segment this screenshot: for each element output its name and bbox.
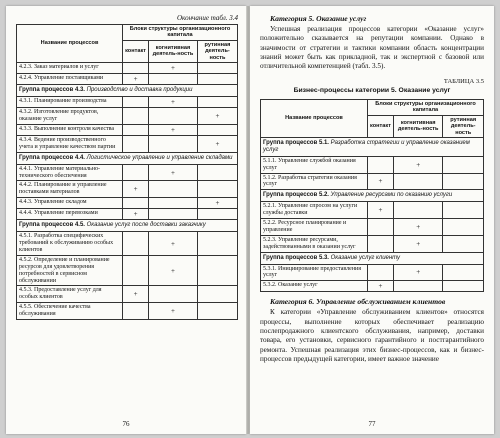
routine-mark bbox=[197, 303, 237, 320]
contact-mark bbox=[123, 255, 149, 286]
contact-mark bbox=[123, 198, 149, 209]
header-contact: контакт bbox=[123, 40, 149, 62]
cognitive-mark bbox=[393, 281, 442, 292]
table-row bbox=[17, 108, 238, 125]
contact-mark bbox=[123, 135, 149, 152]
contact-mark bbox=[123, 63, 149, 74]
process-table-right bbox=[260, 99, 484, 292]
contact-mark bbox=[123, 303, 149, 320]
process-name: 4.4.3. Управление складом bbox=[17, 198, 123, 209]
process-group-row bbox=[261, 190, 484, 202]
table-row bbox=[261, 281, 484, 292]
process-name: 4.5.2. Определение и планирование ресурсов для удовлетворения потребностей в сервисном обслуживании bbox=[17, 255, 123, 286]
table-row bbox=[17, 198, 238, 209]
process-group-title: Производство и доставка продукции bbox=[86, 87, 193, 94]
contact-mark bbox=[368, 156, 394, 173]
header-cognitive: когнитивная деятель-ность bbox=[393, 115, 442, 137]
header-routine: рутинная деятель-ность bbox=[197, 40, 237, 62]
process-name: 4.3.4. Ведение производственного учета и управление качеством партии bbox=[17, 135, 123, 152]
table-row bbox=[17, 181, 238, 198]
process-group-label bbox=[17, 220, 238, 232]
contact-mark: + bbox=[368, 173, 394, 190]
process-group-label bbox=[261, 252, 484, 264]
routine-mark bbox=[443, 264, 484, 281]
process-group-label bbox=[261, 190, 484, 202]
table-row bbox=[17, 63, 238, 74]
routine-mark bbox=[443, 235, 484, 252]
table-row bbox=[17, 255, 238, 286]
cognitive-mark: + bbox=[393, 156, 442, 173]
category-5-title: Категория 5. Оказание услуг bbox=[270, 14, 367, 23]
process-group-number: Группа процессов 5.3. bbox=[263, 254, 329, 261]
routine-mark: + bbox=[197, 198, 237, 209]
process-name: 5.1.2. Разработка стратегии оказания услуг bbox=[261, 173, 368, 190]
table-row bbox=[17, 124, 238, 135]
routine-mark bbox=[443, 156, 484, 173]
routine-mark bbox=[443, 281, 484, 292]
cognitive-mark: + bbox=[149, 164, 198, 181]
process-name: 4.2.3. Заказ материалов и услуг bbox=[17, 63, 123, 74]
process-group-number: Группа процессов 4.5. bbox=[19, 222, 85, 229]
routine-mark bbox=[443, 219, 484, 236]
process-group-number: Группа процессов 5.2. bbox=[263, 192, 329, 199]
routine-mark bbox=[197, 232, 237, 256]
process-group-number: Группа процессов 4.3. bbox=[19, 87, 85, 94]
table-row bbox=[17, 209, 238, 220]
routine-mark bbox=[197, 63, 237, 74]
routine-mark bbox=[197, 286, 237, 303]
table-title: Бизнес-процессы категории 5. Оказание услуг bbox=[293, 87, 451, 95]
process-name: 4.4.1. Управление материально-технического обеспечения bbox=[17, 164, 123, 181]
category-6-title: Категория 6. Управление обслуживанием клиентов bbox=[270, 297, 446, 307]
contact-mark bbox=[123, 124, 149, 135]
table-row bbox=[261, 219, 484, 236]
contact-mark: + bbox=[123, 181, 149, 198]
contact-mark: + bbox=[123, 209, 149, 220]
header-process-names: Название процессов bbox=[261, 99, 368, 137]
process-name: 4.3.1. Планирование производства bbox=[17, 97, 123, 108]
cognitive-mark bbox=[149, 181, 198, 198]
category-5-text: Успешная реализация процессов категории «Оказание услуг» положительно сказывается на репутации компании. Однако в значимости от стратегии и тактики компании область концентрации знаний может быть как прикладной, так и экспертной с базовой или отличительной компетенцией (табл. 3.5). bbox=[260, 24, 484, 71]
table-row bbox=[261, 264, 484, 281]
routine-mark: + bbox=[197, 108, 237, 125]
header-blocks: Блоки структуры организационного капитала bbox=[123, 25, 238, 41]
cognitive-mark bbox=[149, 198, 198, 209]
cognitive-mark: + bbox=[393, 264, 442, 281]
contact-mark bbox=[368, 219, 394, 236]
header-routine: рутинная деятель-ность bbox=[443, 115, 484, 137]
contact-mark: + bbox=[123, 286, 149, 303]
cognitive-mark bbox=[149, 209, 198, 220]
process-group-title: Разработка стратегии и управление оказанием услуг bbox=[263, 140, 470, 153]
table-row bbox=[17, 135, 238, 152]
process-group-row bbox=[17, 220, 238, 232]
routine-mark bbox=[197, 255, 237, 286]
process-group-title: Управление ресурсами по оказанию услуги bbox=[330, 192, 453, 199]
routine-mark bbox=[197, 97, 237, 108]
process-name: 4.4.2. Планирование и управление поставками материалов bbox=[17, 181, 123, 198]
process-name: 5.3.2. Оказание услуг bbox=[261, 281, 368, 292]
table-continuation-label: Окончание табл. 3.4 bbox=[177, 14, 238, 22]
contact-mark bbox=[368, 235, 394, 252]
cognitive-mark: + bbox=[149, 63, 198, 74]
process-group-label bbox=[17, 85, 238, 97]
page-number-left: 76 bbox=[122, 420, 130, 428]
process-group-row bbox=[261, 252, 484, 264]
cognitive-mark bbox=[149, 74, 198, 85]
process-group-number: Группа процессов 5.1. bbox=[263, 140, 329, 147]
routine-mark bbox=[443, 173, 484, 190]
table-label: ТАБЛИЦА 3.5 bbox=[443, 77, 484, 85]
process-name: 4.5.1. Разработка специфических требований к обслуживанию особых клиентов bbox=[17, 232, 123, 256]
cognitive-mark: + bbox=[149, 232, 198, 256]
right-table-body bbox=[261, 138, 484, 292]
routine-mark bbox=[443, 202, 484, 219]
process-group-row bbox=[261, 138, 484, 157]
table-row bbox=[17, 286, 238, 303]
process-group-row bbox=[17, 152, 238, 164]
cognitive-mark bbox=[149, 135, 198, 152]
process-name: 4.3.3. Выполнение контроля качества bbox=[17, 124, 123, 135]
contact-mark: + bbox=[368, 281, 394, 292]
process-group-number: Группа процессов 4.4. bbox=[19, 154, 85, 161]
process-group-title: Оказание услуг после доставки заказчику bbox=[86, 222, 206, 229]
process-group-title: Логистическое управление и управление складами bbox=[86, 154, 233, 161]
header-blocks: Блоки структуры организационного капитала bbox=[368, 99, 484, 115]
cognitive-mark: + bbox=[149, 303, 198, 320]
process-name: 4.5.3. Предоставление услуг для особых клиентов bbox=[17, 286, 123, 303]
table-row bbox=[261, 202, 484, 219]
header-cognitive: когнитивная деятель-ность bbox=[149, 40, 198, 62]
left-table-body bbox=[17, 63, 238, 320]
contact-mark bbox=[123, 108, 149, 125]
cognitive-mark bbox=[149, 286, 198, 303]
table-row bbox=[17, 97, 238, 108]
table-row bbox=[261, 235, 484, 252]
header-contact: контакт bbox=[368, 115, 394, 137]
cognitive-mark: + bbox=[149, 97, 198, 108]
routine-mark: + bbox=[197, 135, 237, 152]
table-row bbox=[17, 232, 238, 256]
contact-mark: + bbox=[368, 202, 394, 219]
process-name: 5.1.1. Управление службой оказания услуг bbox=[261, 156, 368, 173]
table-row bbox=[17, 303, 238, 320]
cognitive-mark bbox=[393, 173, 442, 190]
process-name: 4.3.2. Изготовление продуктов, оказание услуг bbox=[17, 108, 123, 125]
page-right bbox=[250, 6, 494, 434]
routine-mark bbox=[197, 181, 237, 198]
process-group-title: Оказание услуг клиенту bbox=[330, 254, 401, 261]
process-table-left bbox=[16, 24, 238, 320]
table-row bbox=[17, 74, 238, 85]
cognitive-mark: + bbox=[393, 219, 442, 236]
contact-mark bbox=[123, 97, 149, 108]
routine-mark bbox=[197, 164, 237, 181]
process-group-label bbox=[17, 152, 238, 164]
category-6-text: К категории «Управление обслуживанием клиентов» относятся процессы, выполнение которых обеспечивает реализацию послепродажного клиентского обслуживания, например, доставки товара, его установки, сервисного гарантийного и постгарантийного ремонта. Успешная реализация этих бизнес-процессов, как и бизнес-процессов предыдущей категории, имеет важное значение bbox=[260, 308, 484, 363]
process-name: 5.2.2. Ресурсное планирование и управление bbox=[261, 219, 368, 236]
process-name: 5.2.3. Управление ресурсами, задействованными в оказании услуг bbox=[261, 235, 368, 252]
process-name: 4.2.4. Управление поставщиками bbox=[17, 74, 123, 85]
cognitive-mark bbox=[149, 108, 198, 125]
table-row bbox=[17, 164, 238, 181]
routine-mark bbox=[197, 124, 237, 135]
process-group-label bbox=[261, 138, 484, 157]
routine-mark bbox=[197, 209, 237, 220]
process-name: 4.5.5. Обеспечение качества обслуживания bbox=[17, 303, 123, 320]
process-name: 4.4.4. Управление перевозками bbox=[17, 209, 123, 220]
routine-mark bbox=[197, 74, 237, 85]
process-name: 5.2.1. Управление спросом на услуги службы доставки bbox=[261, 202, 368, 219]
process-name: 5.3.1. Инициирование предоставления услуг bbox=[261, 264, 368, 281]
cognitive-mark: + bbox=[393, 235, 442, 252]
process-group-row bbox=[17, 85, 238, 97]
contact-mark bbox=[123, 232, 149, 256]
table-row bbox=[261, 156, 484, 173]
contact-mark bbox=[368, 264, 394, 281]
page-left bbox=[6, 6, 246, 434]
cognitive-mark bbox=[393, 202, 442, 219]
cognitive-mark: + bbox=[149, 255, 198, 286]
contact-mark: + bbox=[123, 74, 149, 85]
table-row bbox=[261, 173, 484, 190]
page-number-right: 77 bbox=[368, 420, 376, 428]
cognitive-mark: + bbox=[149, 124, 198, 135]
contact-mark bbox=[123, 164, 149, 181]
header-process-names: Название процессов bbox=[17, 25, 123, 63]
